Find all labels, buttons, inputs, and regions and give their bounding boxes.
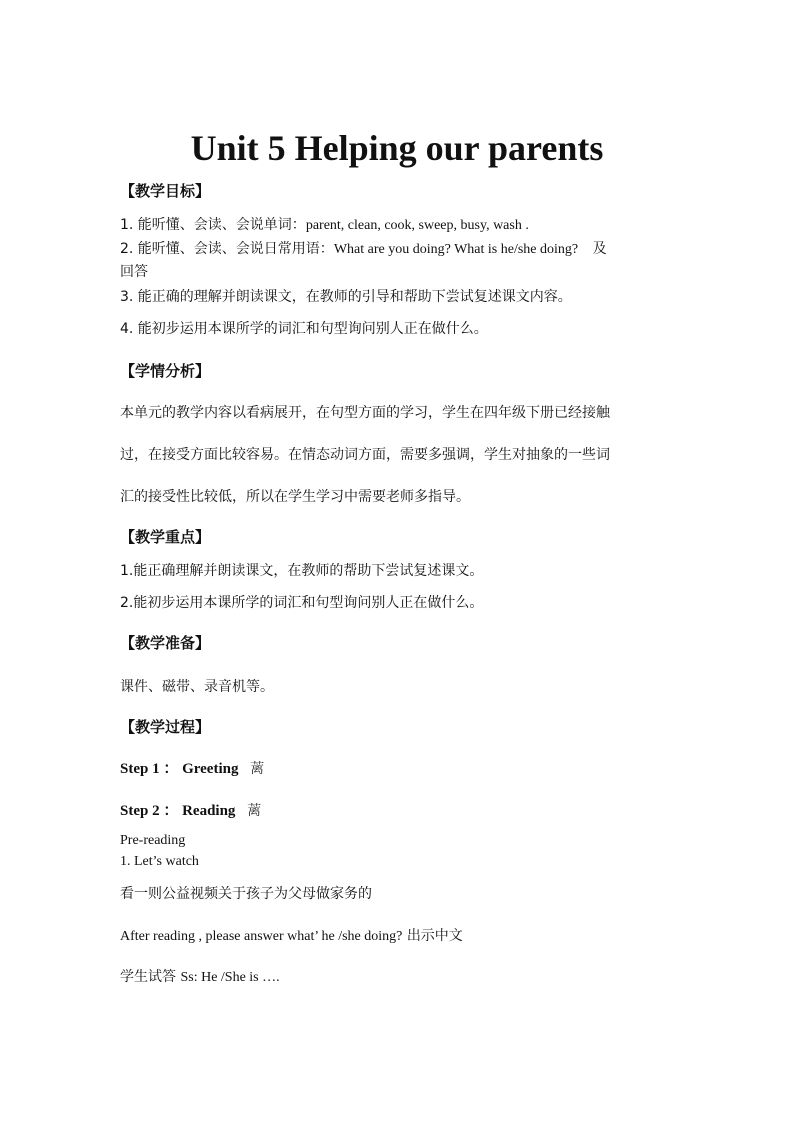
- objective-item-2-en: What are you doing? What is he/she doing?: [333, 242, 579, 257]
- after-reading-instruction: [120, 925, 680, 948]
- objective-item-2-continuation: 回答: [120, 264, 148, 280]
- objective-item-1-en: parent, clean, cook, sweep, busy, wash .: [305, 218, 529, 233]
- objective-item-1-cn: 1. 能听懂、会读、会说单词：: [120, 217, 306, 233]
- lets-watch-label: 1. Let’s watch: [120, 854, 199, 869]
- student-answer-cn: 学生试答: [120, 969, 176, 985]
- step-1-label: Step 1 ： Greeting: [120, 761, 239, 777]
- step-1: [120, 758, 680, 780]
- page-title: Unit 5 Helping our parents: [190, 128, 604, 168]
- analysis-line-1: 本单元的教学内容以看病展开，在句型方面的学习，学生在四年级下册已经接触: [120, 405, 610, 421]
- objective-item-1: [120, 214, 680, 237]
- key-points-heading: 【教学重点】: [120, 528, 211, 546]
- analysis-line-3: 汇的接受性比较低，所以在学生学习中需要老师多指导。: [120, 489, 470, 505]
- pre-reading-label: Pre-reading: [120, 833, 186, 848]
- student-answer-en: Ss: He /She is ….: [180, 970, 280, 985]
- objectives-heading: 【教学目标】: [120, 182, 211, 200]
- analysis-line-2: 过，在接受方面比较容易。在情态动词方面，需要多强调，学生对抽象的一些词: [120, 447, 610, 463]
- step-2: [120, 800, 680, 822]
- key-point-item-2: 2.能初步运用本课所学的词汇和句型询问别人正在做什么。: [120, 595, 484, 611]
- preparation-heading: 【教学准备】: [120, 634, 211, 652]
- watch-description: 看一则公益视频关于孩子为父母做家务的: [120, 886, 372, 902]
- after-reading-en: After reading , please answer what’ he /she doing?: [120, 929, 403, 944]
- objective-item-2-cn: 2. 能听懂、会读、会说日常用语：: [120, 241, 334, 257]
- key-point-item-1: 1.能正确理解并朗读课文，在教师的帮助下尝试复述课文。: [120, 563, 484, 579]
- objective-item-2: [120, 238, 680, 261]
- step-2-glyph: 蓠: [247, 803, 262, 819]
- after-reading-cn: 出示中文: [406, 928, 463, 944]
- step-2-label: Step 2 ： Reading: [120, 803, 236, 819]
- objective-item-4: 4. 能初步运用本课所学的词汇和句型询问别人正在做什么。: [120, 321, 488, 337]
- preparation-text: 课件、磁带、录音机等。: [120, 679, 274, 695]
- objective-item-2-tail: 及: [592, 241, 607, 257]
- analysis-heading: 【学情分析】: [120, 362, 211, 380]
- objective-item-3: 3. 能正确的理解并朗读课文，在教师的引导和帮助下尝试复述课文内容。: [120, 289, 572, 305]
- student-answer: [120, 966, 680, 989]
- process-heading: 【教学过程】: [120, 718, 211, 736]
- step-1-glyph: 蓠: [250, 761, 265, 777]
